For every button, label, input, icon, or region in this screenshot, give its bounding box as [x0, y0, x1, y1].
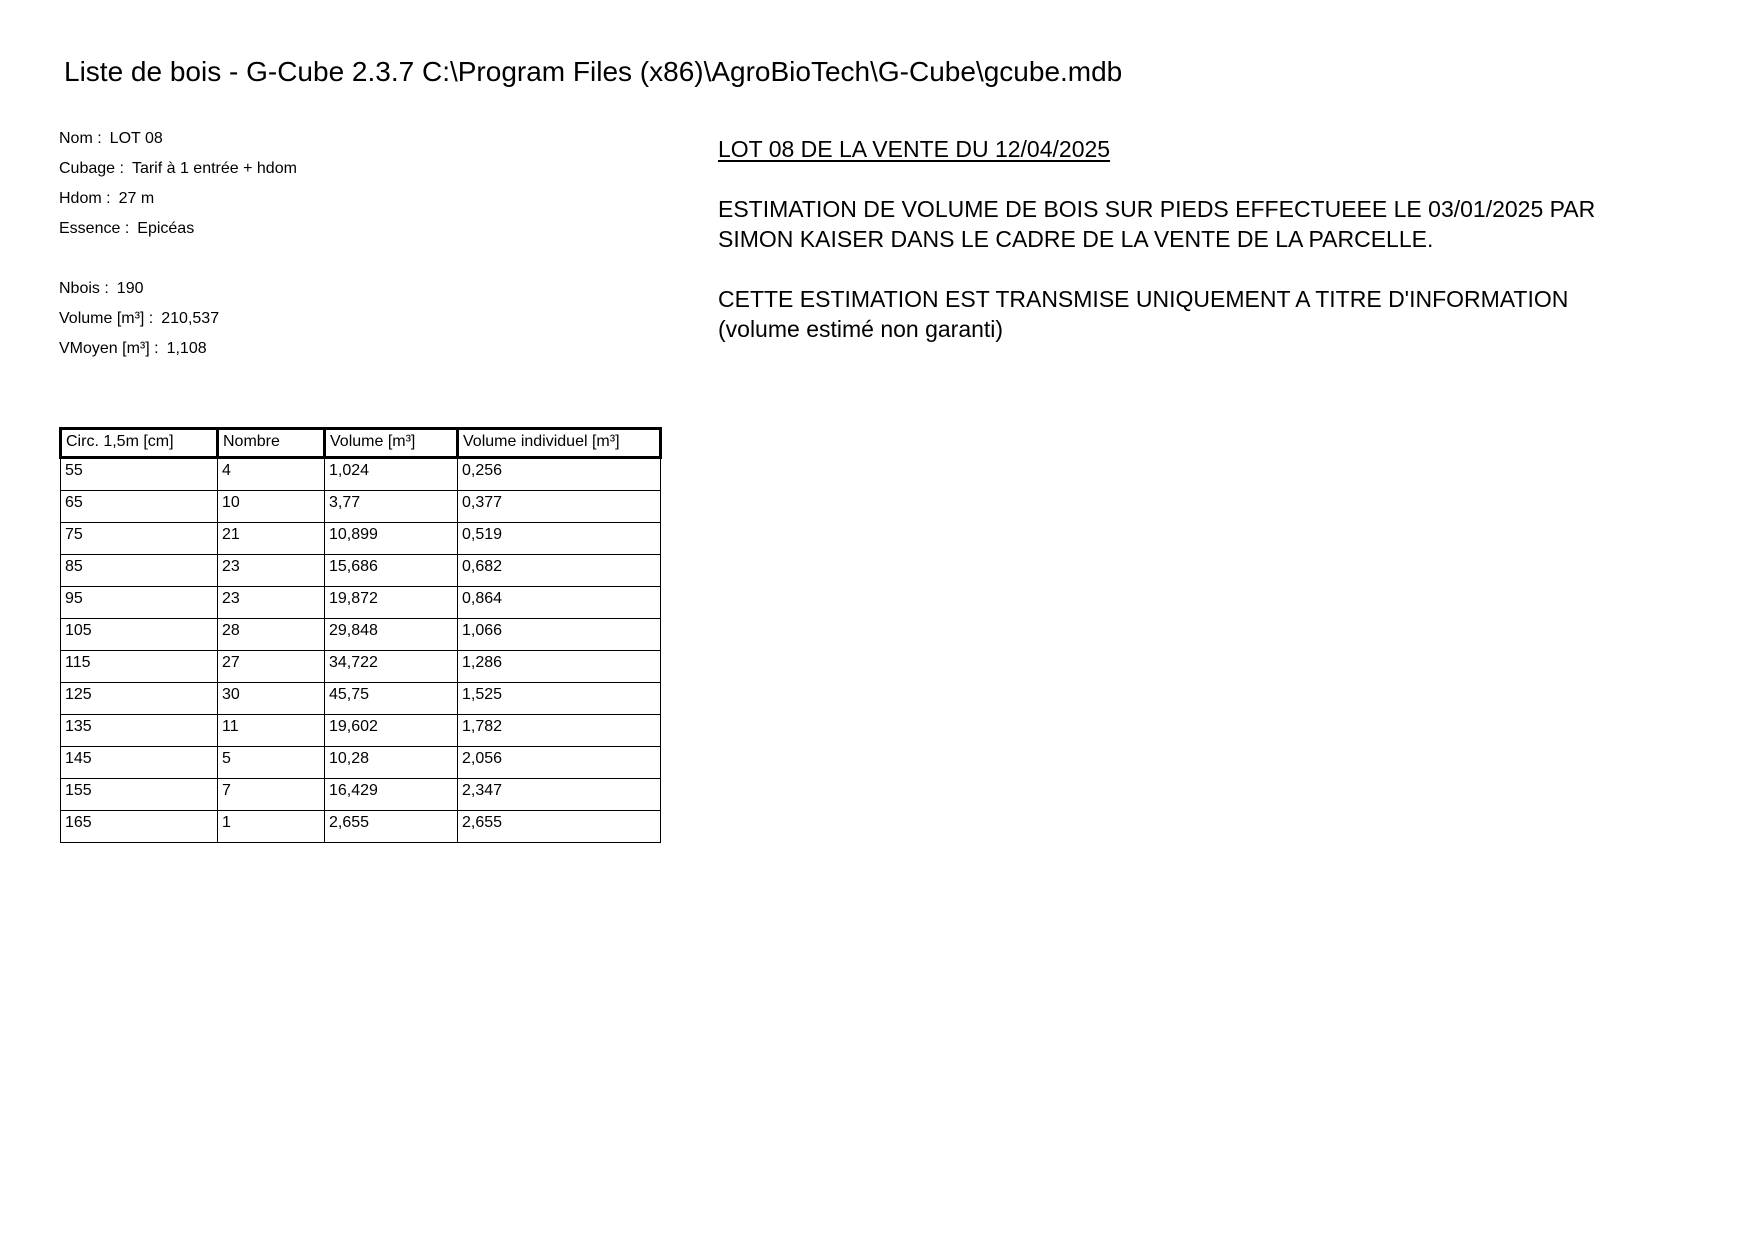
meta-nom-value: LOT 08: [109, 130, 163, 147]
table-row: [61, 458, 661, 491]
sale-notes: [718, 134, 1718, 344]
cell-circumference: 55: [61, 458, 218, 491]
notes-heading: LOT 08 DE LA VENTE DU 12/04/2025: [718, 136, 1111, 162]
meta-hdom-value: 27 m: [118, 190, 155, 207]
meta-nbois: [59, 274, 297, 304]
meta-volume-label: Volume [m³] :: [59, 310, 154, 327]
cell-volume: 16,429: [325, 779, 458, 811]
cell-individual-volume: 1,782: [458, 715, 661, 747]
meta-cubage-label: Cubage :: [59, 160, 124, 177]
cell-circumference: 165: [61, 811, 218, 843]
col-header-circumference: Circ. 1,5m [cm]: [61, 429, 218, 458]
meta-essence-label: Essence :: [59, 220, 130, 237]
cell-individual-volume: 2,347: [458, 779, 661, 811]
table-row: [61, 715, 661, 747]
meta-nom: [59, 124, 297, 154]
cell-count: 10: [218, 491, 325, 523]
cell-volume: 3,77: [325, 491, 458, 523]
cell-circumference: 115: [61, 651, 218, 683]
meta-volume-value: 210,537: [161, 310, 220, 327]
meta-vmoyen-value: 1,108: [166, 340, 207, 357]
meta-vmoyen: [59, 334, 297, 364]
table-row: [61, 747, 661, 779]
cell-circumference: 155: [61, 779, 218, 811]
cell-individual-volume: 2,655: [458, 811, 661, 843]
table-row: [61, 651, 661, 683]
table-row: [61, 619, 661, 651]
meta-spacer: [59, 244, 297, 274]
table-row: [61, 779, 661, 811]
cell-circumference: 75: [61, 523, 218, 555]
lot-metadata: [59, 124, 297, 364]
cell-volume: 29,848: [325, 619, 458, 651]
cell-individual-volume: 0,864: [458, 587, 661, 619]
notes-estimation-paragraph: [718, 194, 1718, 254]
cell-volume: 19,602: [325, 715, 458, 747]
cell-individual-volume: 1,525: [458, 683, 661, 715]
cell-individual-volume: 0,256: [458, 458, 661, 491]
meta-nom-label: Nom :: [59, 130, 102, 147]
cell-count: 4: [218, 458, 325, 491]
wood-volume-table: [59, 427, 662, 843]
meta-cubage-value: Tarif à 1 entrée + hdom: [131, 160, 297, 177]
cell-count: 28: [218, 619, 325, 651]
meta-nbois-label: Nbois :: [59, 280, 109, 297]
meta-hdom-label: Hdom :: [59, 190, 111, 207]
meta-essence-value: Epicéas: [137, 220, 195, 237]
table-row: [61, 587, 661, 619]
cell-individual-volume: 0,519: [458, 523, 661, 555]
cell-individual-volume: 1,286: [458, 651, 661, 683]
table-row: [61, 683, 661, 715]
table-row: [61, 523, 661, 555]
cell-volume: 2,655: [325, 811, 458, 843]
cell-individual-volume: 2,056: [458, 747, 661, 779]
cell-individual-volume: 1,066: [458, 619, 661, 651]
meta-cubage: [59, 154, 297, 184]
cell-count: 23: [218, 555, 325, 587]
cell-individual-volume: 0,682: [458, 555, 661, 587]
col-header-individual-volume: Volume individuel [m³]: [458, 429, 661, 458]
cell-count: 1: [218, 811, 325, 843]
cell-volume: 15,686: [325, 555, 458, 587]
cell-circumference: 65: [61, 491, 218, 523]
cell-count: 30: [218, 683, 325, 715]
table-header-row: [61, 429, 661, 458]
cell-count: 5: [218, 747, 325, 779]
cell-volume: 34,722: [325, 651, 458, 683]
cell-count: 21: [218, 523, 325, 555]
cell-circumference: 135: [61, 715, 218, 747]
table-row: [61, 811, 661, 843]
meta-essence: [59, 214, 297, 244]
col-header-volume: Volume [m³]: [325, 429, 458, 458]
cell-volume: 1,024: [325, 458, 458, 491]
cell-circumference: 105: [61, 619, 218, 651]
meta-vmoyen-label: VMoyen [m³] :: [59, 340, 159, 357]
col-header-count: Nombre: [218, 429, 325, 458]
notes-line: CETTE ESTIMATION EST TRANSMISE UNIQUEMENT A TITRE D'INFORMATION: [718, 286, 1569, 312]
notes-disclaimer-paragraph: [718, 284, 1718, 344]
cell-volume: 45,75: [325, 683, 458, 715]
cell-volume: 10,28: [325, 747, 458, 779]
cell-circumference: 85: [61, 555, 218, 587]
cell-circumference: 125: [61, 683, 218, 715]
cell-count: 27: [218, 651, 325, 683]
cell-volume: 19,872: [325, 587, 458, 619]
notes-line: ESTIMATION DE VOLUME DE BOIS SUR PIEDS EFFECTUEEE LE 03/01/2025 PAR: [718, 196, 1596, 222]
cell-count: 11: [218, 715, 325, 747]
cell-circumference: 95: [61, 587, 218, 619]
meta-volume: [59, 304, 297, 334]
cell-circumference: 145: [61, 747, 218, 779]
notes-line: (volume estimé non garanti): [718, 316, 1004, 342]
cell-count: 7: [218, 779, 325, 811]
table-row: [61, 555, 661, 587]
table-row: [61, 491, 661, 523]
notes-line: SIMON KAISER DANS LE CADRE DE LA VENTE DE LA PARCELLE.: [718, 226, 1434, 252]
page-title: Liste de bois - G-Cube 2.3.7 C:\Program Files (x86)\AgroBioTech\G-Cube\gcube.mdb: [64, 56, 1123, 87]
meta-nbois-value: 190: [116, 280, 144, 297]
cell-count: 23: [218, 587, 325, 619]
cell-individual-volume: 0,377: [458, 491, 661, 523]
cell-volume: 10,899: [325, 523, 458, 555]
meta-hdom: [59, 184, 297, 214]
